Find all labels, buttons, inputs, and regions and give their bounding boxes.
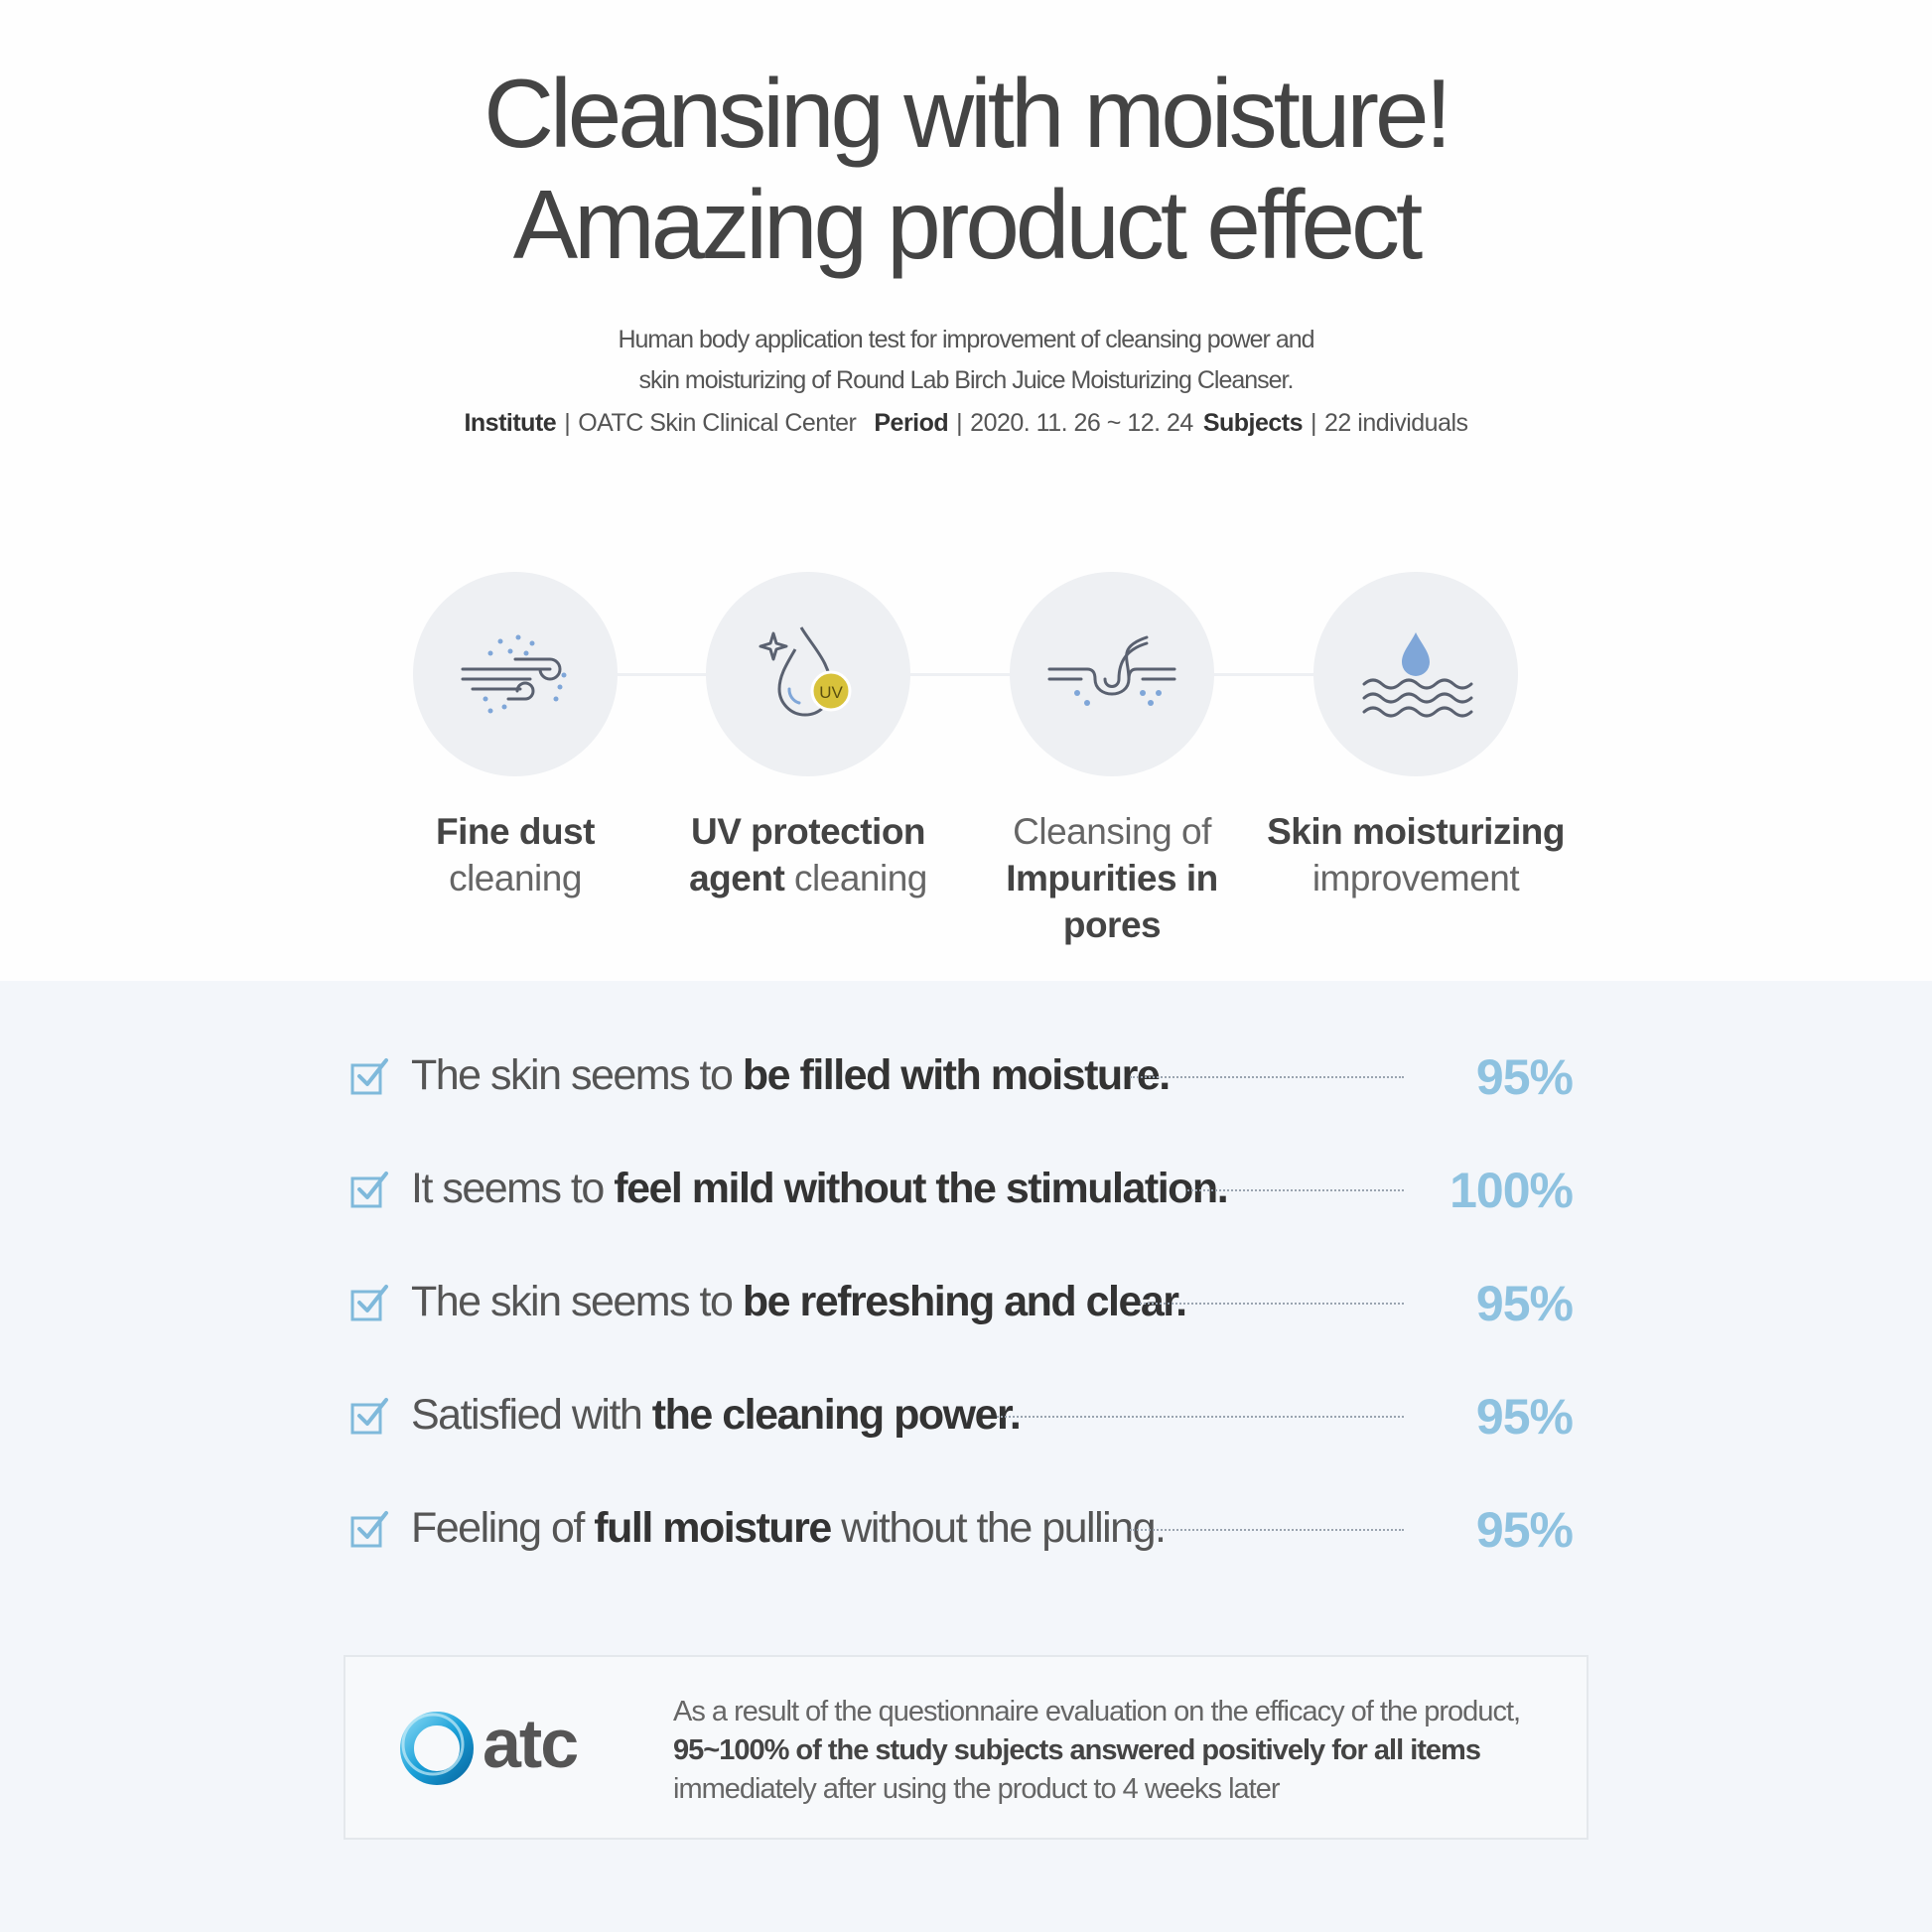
survey-statement: Satisfied with the cleaning power. <box>411 1391 1021 1439</box>
feature-label-line-1: Fine dust <box>436 811 595 852</box>
feature-label <box>659 808 957 901</box>
checkbox-checked-icon <box>349 1396 389 1436</box>
headline-line-1: Cleansing with moisture! <box>483 59 1449 168</box>
study-description-line-2: skin moisturizing of Round Lab Birch Juice Moisturizing Cleanser. <box>638 366 1294 394</box>
headline-line-2: Amazing product effect <box>512 170 1420 279</box>
feature-label-line-2: improvement <box>1311 858 1520 898</box>
feature-label-line-2-bold: agent <box>689 858 785 898</box>
headline <box>0 58 1932 280</box>
pore-hair-icon <box>1047 629 1176 719</box>
separator: | <box>1311 409 1317 437</box>
survey-percent: 95% <box>1475 1389 1573 1445</box>
feature-label-line-2: cleaning <box>449 858 582 898</box>
dotted-leader <box>1130 1076 1404 1078</box>
study-description-line-1: Human body application test for improvement of cleansing power and <box>618 326 1314 353</box>
feature-circle <box>706 572 910 776</box>
water-drop-waves-icon <box>1356 624 1475 724</box>
svg-text:UV: UV <box>819 683 843 702</box>
survey-row <box>349 1040 1573 1110</box>
result-line-1: As a result of the questionnaire evaluation on the efficacy of the product, <box>673 1696 1521 1727</box>
feature-label <box>366 808 664 901</box>
feature-circle <box>413 572 618 776</box>
survey-row <box>349 1493 1573 1563</box>
survey-row <box>349 1380 1573 1449</box>
fine-dust-wind-icon <box>461 629 570 719</box>
checkbox-checked-icon <box>349 1509 389 1549</box>
checkbox-checked-icon <box>349 1056 389 1096</box>
oatc-logo-text: atc <box>483 1705 578 1782</box>
feature-uv-protection <box>659 572 957 901</box>
separator: | <box>956 409 963 437</box>
institute-label: Institute <box>464 409 557 437</box>
feature-label <box>963 808 1261 948</box>
checkbox-checked-icon <box>349 1283 389 1322</box>
feature-skin-moisturizing <box>1267 572 1565 901</box>
feature-pore-cleansing <box>963 572 1261 948</box>
survey-percent: 95% <box>1475 1276 1573 1331</box>
subjects-label: Subjects <box>1202 409 1304 437</box>
dotted-leader <box>1187 1189 1404 1191</box>
study-meta <box>0 401 1932 445</box>
feature-circle <box>1010 572 1214 776</box>
survey-statement: The skin seems to be filled with moisture. <box>411 1051 1170 1099</box>
survey-section <box>0 981 1932 1932</box>
feature-circle <box>1313 572 1518 776</box>
dotted-leader <box>1140 1303 1404 1305</box>
feature-label <box>1267 808 1565 901</box>
survey-statement: It seems to feel mild without the stimulation. <box>411 1165 1228 1212</box>
feature-fine-dust <box>366 572 664 901</box>
institute-value: OATC Skin Clinical Center <box>578 409 857 437</box>
period-label: Period <box>874 409 949 437</box>
period-value: 2020. 11. 26 ~ 12. 24 <box>970 409 1193 437</box>
feature-label-line-2: Impurities in pores <box>1006 858 1218 945</box>
survey-statement: The skin seems to be refreshing and clear. <box>411 1278 1186 1325</box>
checkbox-checked-icon <box>349 1170 389 1209</box>
survey-row <box>349 1154 1573 1223</box>
dotted-leader <box>997 1416 1404 1418</box>
uv-drop-icon <box>754 620 863 729</box>
survey-percent: 95% <box>1475 1049 1573 1105</box>
feature-label-line-1: UV protection <box>690 811 926 852</box>
feature-label-line-2: cleaning <box>784 858 927 898</box>
survey-percent: 95% <box>1475 1502 1573 1558</box>
survey-statement: Feeling of full moisture without the pulling. <box>411 1504 1166 1552</box>
survey-percent: 100% <box>1449 1163 1573 1218</box>
subjects-value: 22 individuals <box>1324 409 1468 437</box>
feature-label-line-1: Skin moisturizing <box>1267 811 1565 852</box>
survey-row <box>349 1267 1573 1336</box>
result-summary <box>673 1693 1520 1809</box>
study-info <box>0 320 1932 445</box>
result-line-2: 95~100% of the study subjects answered positively for all items <box>673 1734 1480 1766</box>
separator: | <box>564 409 571 437</box>
dotted-leader <box>1130 1529 1404 1531</box>
result-box <box>344 1655 1588 1840</box>
result-line-3: immediately after using the product to 4 weeks later <box>673 1773 1280 1805</box>
feature-label-line-1: Cleansing of <box>1013 811 1211 852</box>
